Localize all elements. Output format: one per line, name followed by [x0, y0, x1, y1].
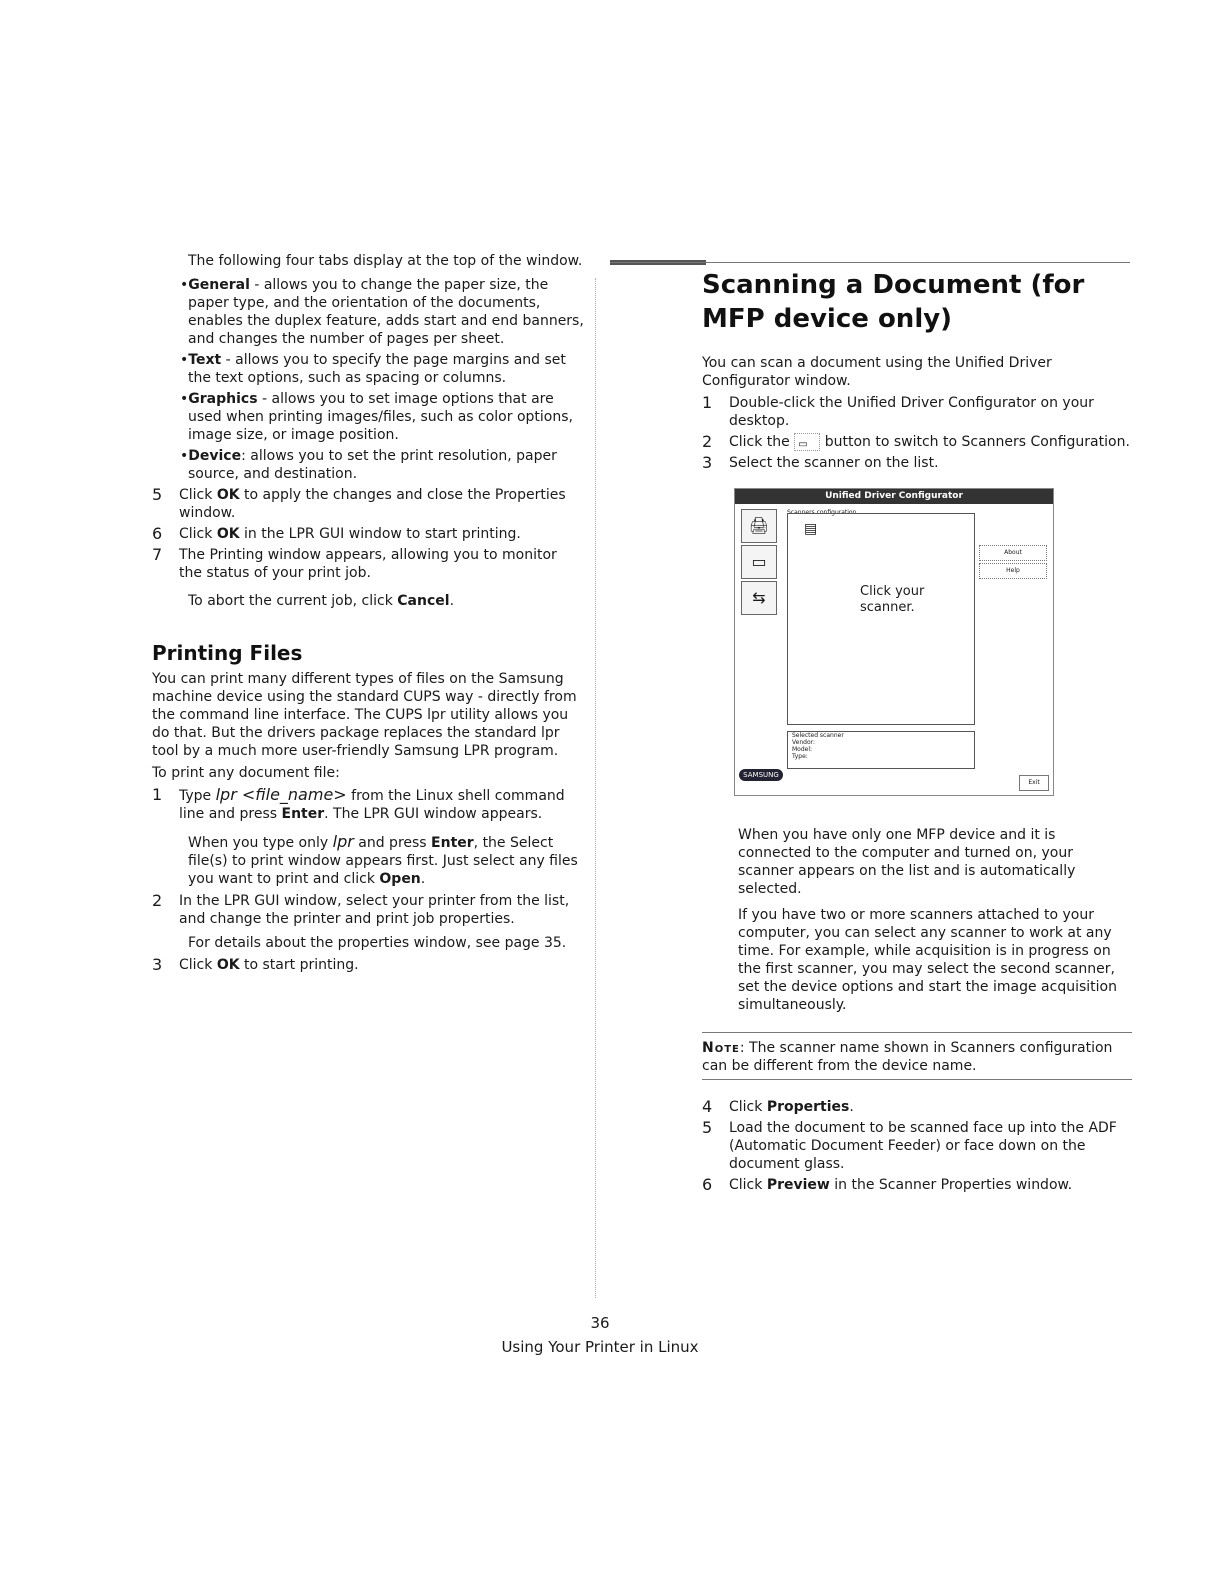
printer-icon: 🖨: [748, 516, 770, 535]
sep: :: [241, 448, 251, 464]
step-number: 5: [702, 1118, 713, 1137]
bold: Enter: [281, 806, 325, 822]
chapter-footer: Using Your Printer in Linux: [501, 1338, 699, 1356]
step-text: [729, 1176, 1132, 1194]
ports-config-button[interactable]: [741, 581, 777, 615]
bold: Enter: [431, 835, 474, 851]
step-number: 4: [702, 1097, 713, 1116]
section-title-printing-files: Printing Files: [152, 641, 303, 665]
text: To abort the current job, click: [188, 593, 398, 609]
scan-intro: You can scan a document using the Unified Driver Configurator window.: [702, 355, 1052, 389]
note-rule-top: [702, 1032, 1132, 1033]
sep: -: [257, 391, 272, 407]
step-5: [152, 486, 584, 522]
tab-desc: allows you to change the paper size, the paper type, and the orientation of the documents, enables the duplex feature, adds start and end banners, and changes the number of pages per sheet.: [188, 277, 584, 347]
samsung-logo: SAMSUNG: [739, 769, 783, 781]
text: Click: [729, 1177, 767, 1193]
step-number: 6: [702, 1175, 713, 1194]
text: to start printing.: [239, 957, 359, 973]
step-number: 5: [152, 485, 163, 504]
about-button[interactable]: About: [979, 545, 1047, 561]
print-step-3: [152, 956, 584, 974]
bold: Preview: [766, 1177, 830, 1193]
tab-graphics-item: •Graphics - allows you to set image options that are used when printing images/files, such as color options, image size, or image position.: [180, 391, 573, 443]
step-text: Select the scanner on the list.: [729, 455, 939, 471]
step-number: 2: [702, 432, 713, 451]
scanner-list-icon: ▤: [804, 521, 818, 537]
single-scanner-paragraph: When you have only one MFP device and it is connected to the computer and turned on, your scanner appears on the list and is automatically selected.: [738, 827, 1076, 897]
hint-line: Click your: [860, 584, 925, 599]
step-text: [729, 433, 1132, 451]
print-step-2-note: For details about the properties window, see page 35.: [188, 935, 567, 951]
scan-step-2: [702, 433, 1132, 451]
scan-step-1: [702, 394, 1132, 430]
tab-name: General: [188, 277, 250, 293]
left-column: [152, 252, 584, 977]
tab-desc: allows you to set image options that are used when printing images/files, such as color options, image size, or image position.: [188, 391, 573, 443]
selected-label: Selected scanner: [792, 732, 844, 739]
step-text: [179, 786, 584, 823]
tabs-intro: The following four tabs display at the top of the window.: [188, 253, 583, 269]
step-number: 6: [152, 524, 163, 543]
help-button[interactable]: Help: [979, 563, 1047, 579]
scanner-list[interactable]: [787, 513, 975, 725]
step-text: [179, 956, 584, 974]
tab-desc: allows you to set the print resolution, paper source, and destination.: [188, 448, 557, 482]
bold: Cancel: [397, 593, 450, 609]
text: , the Select file(s) to print window appears first. Just select any files you want to print and click: [188, 835, 578, 887]
step-text: Double-click the Unified Driver Configurator on your desktop.: [729, 395, 1094, 429]
step-text: The Printing window appears, allowing you to monitor the status of your print job.: [179, 547, 557, 581]
port-icon: ⇆: [752, 588, 766, 607]
step-6: [152, 525, 584, 543]
text: Click: [729, 1099, 767, 1115]
scanner-config-button-icon: ▭: [794, 433, 820, 451]
text: to apply the changes and close the Properties window.: [179, 487, 566, 521]
print-step-1-note: [152, 833, 584, 888]
text: .: [849, 1099, 854, 1115]
scan-step-3: [702, 454, 1132, 472]
page-title: Scanning a Document (for MFP device only): [702, 270, 1085, 334]
step-text: In the LPR GUI window, select your printer from the list, and change the printer and print job properties.: [179, 893, 570, 927]
bold: Properties: [766, 1099, 850, 1115]
config-label: Scanners configuration: [787, 509, 857, 516]
type-label: Type:: [792, 753, 808, 760]
command: lpr <file_name>: [215, 785, 347, 804]
text: .: [420, 871, 426, 887]
print-step-1: [152, 786, 584, 823]
tab-text-item: •Text - allows you to specify the page margins and set the text options, such as spacing or columns.: [180, 352, 566, 386]
text: button to switch to Scanners Configuration.: [820, 434, 1130, 450]
text: Click the: [729, 434, 795, 450]
note-box: [702, 1039, 1132, 1080]
scan-step-4: [702, 1098, 1132, 1116]
tab-name: Device: [188, 448, 242, 464]
tab-device-item: •Device: allows you to set the print resolution, paper source, and destination.: [180, 448, 557, 482]
window-title: Unified Driver Configurator: [735, 489, 1053, 504]
right-column: [702, 258, 1132, 1197]
scan-step-6: [702, 1176, 1132, 1194]
abort-note: [152, 592, 584, 610]
step-number: 3: [152, 955, 163, 974]
text: Click: [179, 526, 217, 542]
text: Click: [179, 957, 217, 973]
tab-name: Text: [188, 352, 222, 368]
step-text: [179, 486, 584, 522]
to-print-line: To print any document file:: [152, 765, 340, 781]
tab-name: Graphics: [188, 391, 258, 407]
note-text: : The scanner name shown in Scanners configuration can be different from the device name.: [702, 1040, 1113, 1074]
vendor-label: Vendor:: [792, 739, 815, 746]
note-label: Note: [702, 1040, 740, 1056]
exit-button[interactable]: Exit: [1019, 775, 1049, 791]
text: When you type only: [188, 835, 333, 851]
text: in the LPR GUI window to start printing.: [239, 526, 521, 542]
step-7: [152, 546, 584, 582]
bold: Open: [379, 871, 421, 887]
column-divider: [595, 278, 596, 1298]
step-number: 7: [152, 545, 163, 564]
text: Type: [179, 788, 216, 804]
tab-general-item: •General - allows you to change the paper size, the paper type, and the orientation of the documents, enables the duplex feature, adds start and end banners, and changes the number of pages per sheet.: [180, 277, 584, 347]
text: and press: [353, 835, 432, 851]
text: . The LPR GUI window appears.: [324, 806, 543, 822]
step-number: 3: [702, 453, 713, 472]
print-step-2: [152, 892, 584, 928]
selected-scanner-box: [787, 731, 975, 769]
text: in the Scanner Properties window.: [829, 1177, 1073, 1193]
step-text: [179, 525, 584, 543]
step-number: 1: [702, 393, 713, 412]
tab-desc: allows you to specify the page margins and set the text options, such as spacing or columns.: [188, 352, 566, 386]
step-text: Load the document to be scanned face up into the ADF (Automatic Document Feeder) or face down on the document glass.: [729, 1120, 1117, 1172]
step-text: [729, 1098, 1132, 1116]
bold: OK: [216, 526, 240, 542]
step-number: 1: [152, 785, 163, 804]
model-label: Model:: [792, 746, 813, 753]
text: from the Linux shell command line and press: [179, 788, 565, 822]
scanner-icon: ▭: [751, 552, 767, 571]
printing-files-paragraph: You can print many different types of files on the Samsung machine device using the standard CUPS way - directly from the command line interface. The CUPS lpr utility allows you do that. But the drivers package replaces the standard lpr tool by a much more user-friendly Samsung LPR program.: [152, 671, 577, 759]
text: .: [449, 593, 455, 609]
configurator-screenshot: [734, 488, 1054, 796]
sep: -: [221, 352, 236, 368]
multi-scanner-paragraph: If you have two or more scanners attached to your computer, you can select any scanner to work at any time. For example, while acquisition is in progress on the first scanner, you may select the second scanner, set the device options and start the image acquisition simultaneously.: [738, 907, 1117, 1013]
bold: OK: [216, 957, 240, 973]
text: Click: [179, 487, 217, 503]
command: lpr: [332, 832, 354, 851]
printers-config-button[interactable]: [741, 509, 777, 543]
page-number: 36: [590, 1314, 610, 1332]
hint-line: scanner.: [860, 600, 915, 615]
list-hint: [860, 584, 924, 616]
step-number: 2: [152, 891, 163, 910]
bold: OK: [216, 487, 240, 503]
scan-step-5: [702, 1119, 1132, 1173]
scanners-config-button[interactable]: [741, 545, 777, 579]
sep: -: [249, 277, 264, 293]
